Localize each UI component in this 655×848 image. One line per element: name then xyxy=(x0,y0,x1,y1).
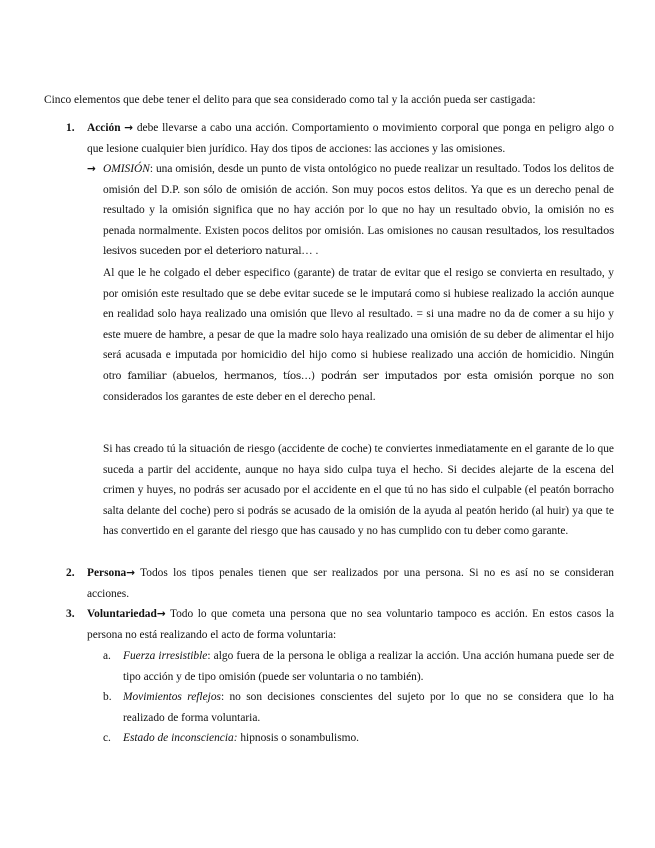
garante-paragraph xyxy=(103,263,614,407)
item-1-text: debe llevarse a cabo una acción. Comportamiento o movimiento corporal que ponga en peligro algo o que lesione cualquier bien jurídico. Hay dos tipos de acciones: las acciones y las omisiones. xyxy=(87,122,614,155)
subitem-c-text: hipnosis o sonambulismo. xyxy=(237,732,360,744)
item-3-paragraph xyxy=(87,604,614,645)
subitem-a-term: Fuerza irresistible xyxy=(123,650,208,662)
subitem-b-text: : no son decisiones conscientes del sujeto por lo que no se considera que lo ha realizado de forma voluntaria. xyxy=(123,691,614,724)
subitem-c-letter: c. xyxy=(103,732,111,744)
subitem-a-paragraph xyxy=(123,646,614,687)
subitem-c-term: Estado de inconsciencia: xyxy=(123,732,238,744)
subitem-c-paragraph xyxy=(123,728,614,749)
item-3-arrow-icon: → xyxy=(156,608,166,620)
omision-arrow-icon: → xyxy=(87,163,96,175)
riesgo-paragraph xyxy=(103,439,614,542)
item-3-number: 3. xyxy=(66,608,75,620)
item-2-number: 2. xyxy=(66,567,75,579)
omision-paragraph xyxy=(103,159,614,262)
omision-handwritten-text: resultados, los resultados lesivos suceden por el deterioro natural xyxy=(103,224,614,258)
item-3-title: Voluntariedad xyxy=(87,608,157,620)
item-2-arrow-icon: → xyxy=(126,567,136,579)
garante-tail: no son considerados los garantes de este deber en el derecho penal. xyxy=(103,369,614,403)
subitem-a-letter: a. xyxy=(103,650,111,662)
subitem-a-text: : algo fuera de la persona le obliga a realizar la acción. Una acción humana puede ser de tipo acción y de tipo omisión (puede ser voluntaria o no también). xyxy=(123,650,614,683)
item-1-number: 1. xyxy=(66,122,75,134)
subitem-b-term: Movimientos reflejos xyxy=(123,691,221,703)
riesgo-text: Si has creado tú la situación de riesgo (accidente de coche) te conviertes inmediatamente en el garante de lo que suceda a partir del accidente, aunque no haya sido culpa tuya el hecho. Si decides alejarte de la escena del crimen y huyes, no podrás ser acusado por el accidente en el que tú no has sido el culpable (el peatón borracho salta delante del coche) pero si podrás se acusado de la omisión de la ayuda al peatón herido (al huir) ya que te has convertido en el garante del riesgo que has causado y no has cumplido con tu deber como garante. xyxy=(103,443,614,538)
garante-text: Al que le he colgado el deber especifico (garante) de tratar de evitar que el resigo se convierta en resultado, y por omisión este resultado que se debe evitar sucede se le imputará como si hubiese realizado la acción aunque en realidad solo haya realizado una omisión que llevo al resultado. = si una madre no da de comer a su hijo y este muere de hambre, a pesar de que la madre solo haya realizado una omisión de su deber de alimentar el hijo será acusada e imputada por homicidio del hijo como si hubiese realizado una acción de homicidio. Ningún otro xyxy=(103,267,614,382)
omision-term: OMISIÓN xyxy=(103,163,150,175)
item-2-title: Persona xyxy=(87,567,127,579)
omision-text: : una omisión, desde un punto de vista ontológico no puede realizar un resultado. Todos los delitos de omisión del D.P. son sólo de omisión de acción. Son muy pocos estos delitos. Ya que es un derecho penal de resultado y la omisión significa que no hay acción por lo que no hay un resultado obvio, la omisión no es penada normalmente. Existen pocos delitos por omisión. Las omisiones no causan xyxy=(103,163,614,237)
item-1-arrow-icon: → xyxy=(124,122,134,134)
omision-ellipsis: … . xyxy=(301,245,319,258)
item-2-paragraph xyxy=(87,563,614,604)
item-1-paragraph xyxy=(87,118,614,159)
item-1-title: Acción xyxy=(87,122,121,134)
intro-line: Cinco elementos que debe tener el delito para que sea considerado como tal y la acción pueda ser castigada: xyxy=(44,94,536,106)
garante-handwritten-text: familiar (abuelos, hermanos, tíos…) podrán ser imputados por esta omisión porque xyxy=(127,369,575,382)
item-2-text: Todos los tipos penales tienen que ser realizados por una persona. Si no es así no se consideran acciones. xyxy=(87,567,614,600)
item-3-text: Todo lo que cometa una persona que no sea voluntario tampoco es acción. En estos casos la persona no está realizando el acto de forma voluntaria: xyxy=(87,608,614,641)
subitem-b-paragraph xyxy=(123,687,614,728)
subitem-b-letter: b. xyxy=(103,691,112,703)
